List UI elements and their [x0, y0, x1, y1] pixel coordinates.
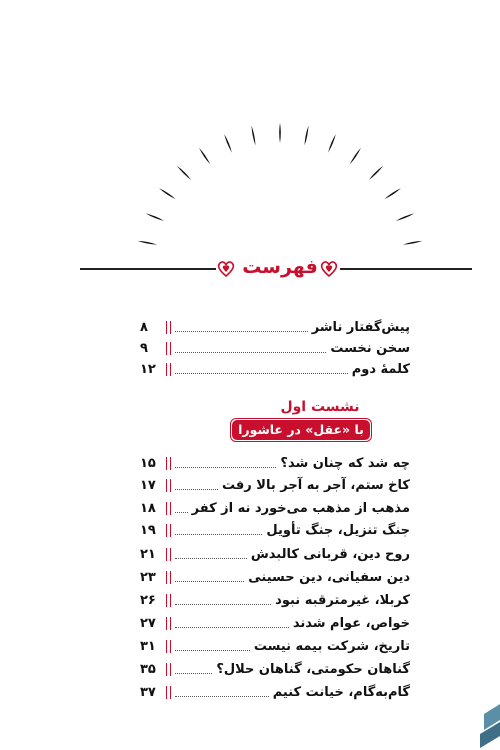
- toc-marker: [166, 571, 171, 584]
- toc-entry-title: کاخ ستم، آجر به آجر بالا رفت: [222, 477, 410, 493]
- header-rule-right: [340, 268, 472, 270]
- toc-leader-dots: [175, 673, 212, 674]
- toc-marker: [166, 640, 171, 653]
- sunburst-rays: [138, 123, 423, 245]
- toc-entry[interactable]: [140, 589, 410, 611]
- session-subtitle-banner: با «عقل» در عاشورا: [232, 420, 370, 440]
- toc-entry[interactable]: [140, 681, 410, 703]
- toc-marker: [166, 479, 171, 492]
- toc-page-number: ۱۵: [140, 455, 156, 471]
- sunburst-ray: [177, 166, 191, 180]
- sunburst-decoration: [0, 0, 500, 260]
- toc-entry-title: پیش‌گفتار ناشر: [311, 319, 410, 335]
- toc-leader-dots: [175, 534, 262, 535]
- toc-leader-dots: [175, 331, 308, 332]
- toc-leader-dots: [175, 581, 244, 582]
- toc-page-number: ۲۱: [140, 546, 156, 562]
- toc-page-number: ۱۸: [140, 500, 156, 516]
- toc-entry[interactable]: [140, 452, 410, 474]
- toc-entry-title: مذهب از مذهب می‌خورد نه از کفر: [191, 500, 410, 516]
- page-title: فهرست: [242, 256, 318, 278]
- toc-page-number: ۳۷: [140, 684, 156, 700]
- sunburst-ray: [369, 166, 383, 180]
- sunburst-ray: [224, 134, 232, 152]
- toc-entry[interactable]: [140, 316, 410, 338]
- toc-entry[interactable]: [140, 497, 410, 519]
- toc-marker: [166, 524, 171, 537]
- toc-entry-title: کلمهٔ دوم: [351, 361, 410, 377]
- toc-entry[interactable]: [140, 519, 410, 541]
- toc-leader-dots: [175, 373, 348, 374]
- toc-entry-title: گناهان حکومتی، گناهان حلال؟: [216, 661, 410, 677]
- sunburst-ray: [305, 126, 309, 146]
- sunburst-ray: [328, 134, 336, 152]
- toc-marker: [166, 342, 171, 355]
- toc-entry[interactable]: [140, 358, 410, 380]
- publisher-logo-icon: [470, 700, 500, 750]
- toc-leader-dots: [175, 467, 276, 468]
- toc-page-number: ۱۲: [140, 361, 156, 377]
- toc-page-number: ۳۱: [140, 638, 156, 654]
- sunburst-ray: [403, 241, 423, 245]
- sunburst-ray: [279, 123, 281, 143]
- toc-page-number: ۳۵: [140, 661, 156, 677]
- toc-page-number: ۲۷: [140, 615, 156, 631]
- toc-leader-dots: [175, 558, 247, 559]
- sunburst-ray: [199, 148, 210, 165]
- toc-marker: [166, 663, 171, 676]
- toc-page-number: ۹: [140, 340, 148, 356]
- toc-entry[interactable]: [140, 566, 410, 588]
- toc-entry[interactable]: [140, 658, 410, 680]
- session-heading: نشست اول: [280, 399, 360, 415]
- toc-marker: [166, 363, 171, 376]
- toc-page-number: ۲۳: [140, 569, 156, 585]
- toc-entry-title: خواص، عوام شدند: [292, 615, 410, 631]
- toc-leader-dots: [175, 489, 218, 490]
- toc-marker: [166, 321, 171, 334]
- toc-leader-dots: [175, 604, 271, 605]
- sunburst-ray: [384, 188, 401, 199]
- toc-entry[interactable]: [140, 543, 410, 565]
- toc-entry-title: چه شد که چنان شد؟: [280, 455, 410, 471]
- toc-entry-title: روح دین، قربانی کالبدش: [250, 546, 410, 562]
- toc-leader-dots: [175, 627, 289, 628]
- toc-leader-dots: [175, 512, 188, 513]
- toc-entry[interactable]: [140, 337, 410, 359]
- toc-page-number: ۸: [140, 319, 148, 335]
- toc-marker: [166, 617, 171, 630]
- toc-marker: [166, 502, 171, 515]
- toc-page-number: ۲۶: [140, 592, 156, 608]
- toc-entry[interactable]: [140, 474, 410, 496]
- sunburst-ray: [146, 213, 165, 221]
- toc-leader-dots: [175, 650, 250, 651]
- sunburst-ray: [159, 188, 176, 199]
- toc-entry-title: سخن نخست: [330, 340, 410, 356]
- toc-page-number: ۱۷: [140, 477, 156, 493]
- sunburst-ray: [396, 213, 415, 221]
- toc-marker: [166, 686, 171, 699]
- toc-marker: [166, 457, 171, 470]
- toc-entry-title: تاریخ، شرکت بیمه نیست: [253, 638, 410, 654]
- toc-leader-dots: [175, 696, 269, 697]
- toc-page-number: ۱۹: [140, 522, 156, 538]
- toc-entry[interactable]: [140, 635, 410, 657]
- toc-entry-title: جنگ تنزیل، جنگ تأویل: [266, 522, 410, 538]
- sunburst-ray: [252, 126, 256, 146]
- toc-entry-title: کربلا، غیرمترقبه نبود: [275, 592, 410, 608]
- sunburst-ray: [138, 241, 158, 245]
- toc-marker: [166, 548, 171, 561]
- toc-entry-title: گام‌به‌گام، خیانت کنیم: [272, 684, 410, 700]
- sunburst-ray: [350, 148, 361, 165]
- toc-leader-dots: [175, 352, 326, 353]
- toc-entry-title: دین سفیانی، دین حسینی: [248, 569, 410, 585]
- toc-entry[interactable]: [140, 612, 410, 634]
- header-rule-left: [80, 268, 216, 270]
- toc-marker: [166, 594, 171, 607]
